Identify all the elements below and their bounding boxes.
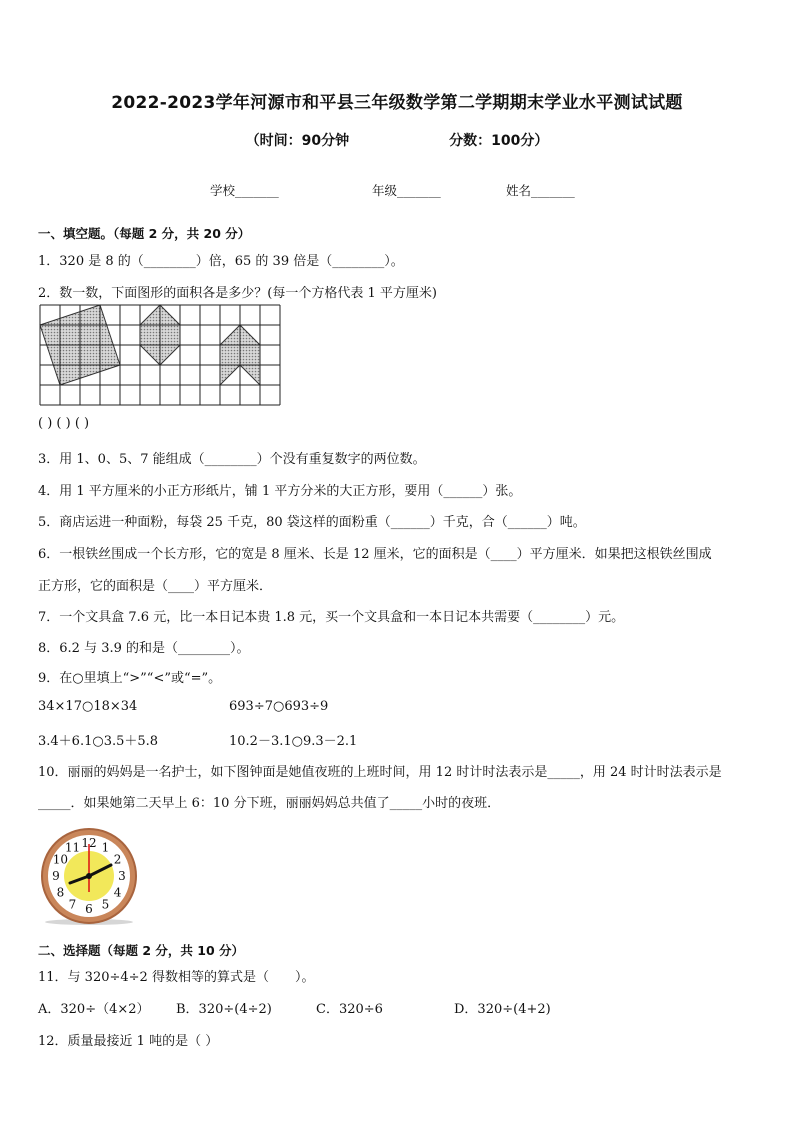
question-7: 7．一个文具盒 7.6 元，比一本日记本贵 1.8 元，买一个文具盒和一本日记本共需要（________）元。	[38, 610, 625, 625]
clock-number: 3	[118, 869, 126, 883]
question-3: 3．用 1、0、5、7 能组成（________）个没有重复数字的两位数。	[38, 452, 426, 467]
option-a[interactable]: A．320÷（4×2）	[38, 1002, 150, 1017]
section-fill-blank-title: 一、填空题。（每题 2 分，共 20 分）	[38, 226, 251, 241]
question-11: 11．与 320÷4÷2 得数相等的算式是（ ）。	[38, 970, 315, 985]
question-2: 2．数一数，下面图形的面积各是多少？(每一个方格代表 1 平方厘米)	[38, 286, 437, 301]
time-label: （时间：90分钟	[245, 133, 350, 149]
clock-number: 12	[81, 836, 97, 850]
clock-number: 2	[113, 852, 122, 867]
exam-subtitle	[0, 130, 794, 150]
question-9-item-a: 34×17○18×34	[38, 699, 138, 714]
question-8: 8．6.2 与 3.9 的和是（________）。	[38, 641, 250, 656]
clock-number: 11	[64, 840, 81, 855]
question-10-line2: _____．如果她第二天早上 6：10 分下班，丽丽妈妈总共值了_____小时的夜班．	[38, 796, 501, 811]
question-9-item-c: 3.4＋6.1○3.5＋5.8	[38, 734, 159, 749]
clock-number: 1	[101, 840, 110, 855]
clock-number: 5	[101, 897, 110, 912]
question-11-options	[38, 998, 551, 1017]
question-6-line2: 正方形，它的面积是（____）平方厘米．	[38, 579, 273, 594]
area-grid-figure	[38, 304, 286, 408]
question-9-item-b: 693÷7○693÷9	[229, 699, 329, 714]
exam-title: 2022-2023学年河源市和平县三年级数学第二学期期末学业水平测试试题	[111, 93, 683, 113]
clock-icon	[38, 826, 140, 926]
score-label: 分数：100分）	[449, 133, 549, 149]
question-4: 4．用 1 平方厘米的小正方形纸片，铺 1 平方分米的大正方形，要用（______）张。	[38, 484, 522, 499]
clock-number: 9	[52, 869, 60, 883]
clock-number: 8	[56, 885, 65, 900]
option-b[interactable]: B．320÷(4÷2)	[176, 1002, 272, 1017]
name-field: 姓名_______	[506, 183, 575, 198]
grade-field: 年级_______	[372, 183, 441, 198]
question-5: 5．商店运进一种面粉，每袋 25 千克，80 袋这样的面粉重（______）千克，合（______）吨。	[38, 515, 586, 530]
clock-number: 7	[68, 897, 77, 912]
clock-number: 4	[113, 885, 122, 900]
question-6-line1: 6．一根铁丝围成一个长方形，它的宽是 8 厘米、长是 12 厘米，它的面积是（____）平方厘米．如果把这根铁丝围成	[38, 547, 712, 562]
question-2-answers: ( ) ( ) ( )	[38, 416, 90, 431]
section-choice-title: 二、选择题（每题 2 分，共 10 分）	[38, 943, 245, 958]
question-1: 1．320 是 8 的（________）倍，65 的 39 倍是（________）。	[38, 254, 404, 269]
option-c[interactable]: C．320÷6	[316, 1002, 383, 1017]
option-d[interactable]: D．320÷(4+2)	[454, 1002, 551, 1017]
clock-number: 6	[85, 902, 93, 916]
question-9: 9．在○里填上“>”“<”或“=”。	[38, 671, 222, 686]
school-field: 学校_______	[210, 183, 279, 198]
question-12: 12．质量最接近 1 吨的是（ ）	[38, 1034, 219, 1049]
question-10-line1: 10．丽丽的妈妈是一名护士，如下图钟面是她值夜班的上班时间，用 12 时计时法表示是_____，用 24 时计时法表示是	[38, 765, 722, 780]
question-9-item-d: 10.2－3.1○9.3－2.1	[229, 734, 358, 749]
clock-number: 10	[52, 852, 69, 867]
